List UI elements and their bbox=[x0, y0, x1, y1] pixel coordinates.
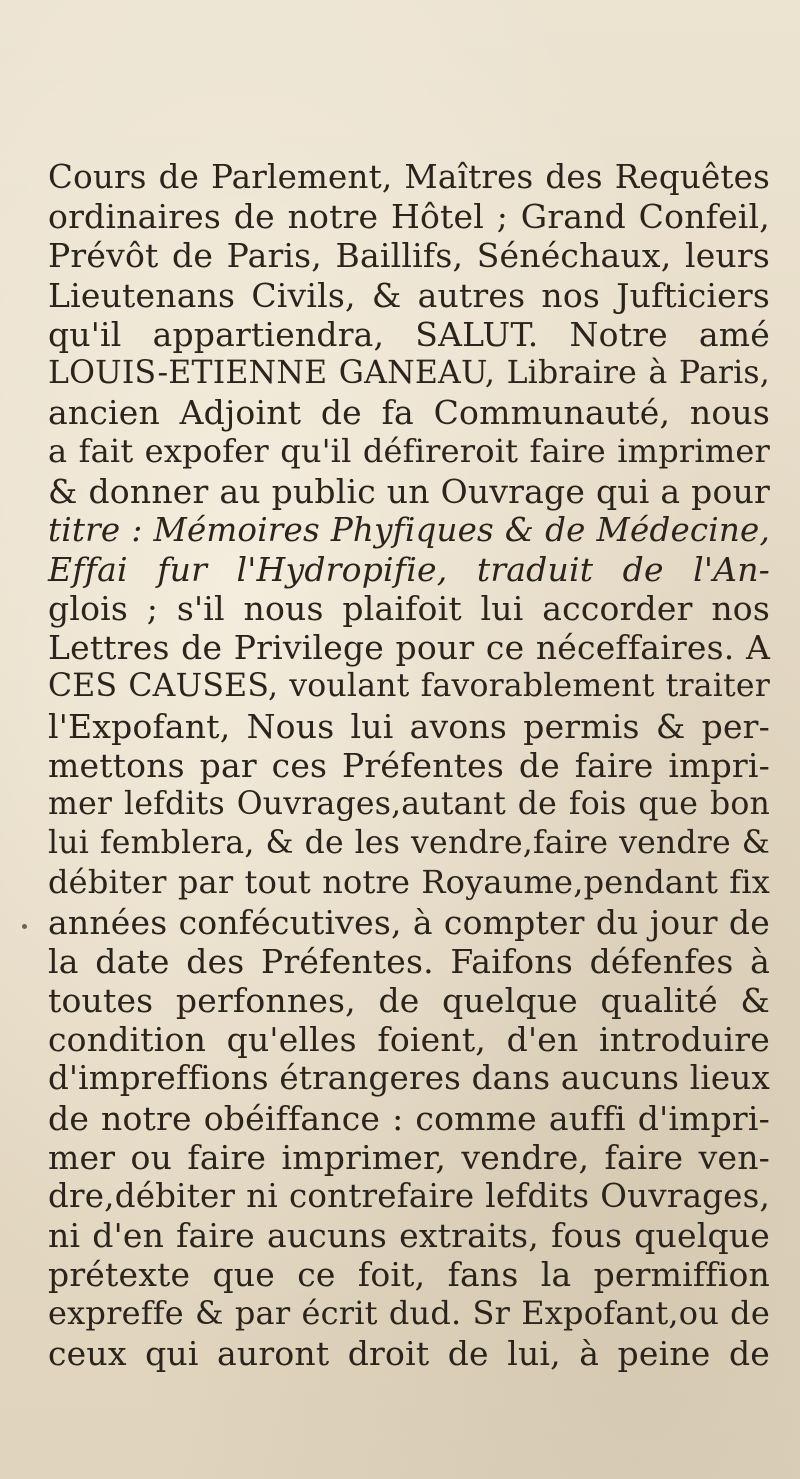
text-line: ordinaires de notre Hôtel ; Grand Confeil, bbox=[48, 197, 770, 237]
text-line: ancien Adjoint de fa Communauté, nous bbox=[48, 393, 770, 433]
body-text bbox=[48, 158, 770, 1373]
text-line: la date des Préfentes. Faifons défenfes à bbox=[48, 941, 770, 981]
text-line: lui femblera, & de les vendre,faire vendre & bbox=[48, 825, 770, 862]
text-line: d'impreffions étrangeres dans aucuns lieux bbox=[48, 1059, 770, 1098]
text-line: Lettres de Privilege pour ce néceffaires. A bbox=[48, 628, 770, 668]
text-line: mettons par ces Préfentes de faire impri- bbox=[48, 745, 770, 785]
text-line: ni d'en faire aucuns extraits, fous quelque bbox=[48, 1216, 770, 1256]
text-line: prétexte que ce foit, fans la permiffion bbox=[48, 1255, 770, 1295]
margin-dot bbox=[22, 924, 27, 929]
text-line-title: Effai fur l'Hydropifie, traduit de l'An- bbox=[48, 549, 770, 589]
text-line: glois ; s'il nous plaifoit lui accorder nos bbox=[48, 589, 770, 629]
text-line: ceux qui auront droit de lui, à peine de bbox=[48, 1333, 770, 1373]
text-line: années confécutives, à compter du jour de bbox=[48, 902, 770, 942]
text-line: condition qu'elles foient, d'en introduire bbox=[48, 1020, 770, 1060]
text-line: LOUIS-ETIENNE GANEAU, Libraire à Paris, bbox=[48, 354, 770, 391]
text-line: Prévôt de Paris, Baillifs, Sénéchaux, leurs bbox=[48, 236, 770, 276]
text-line: mer ou faire imprimer, vendre, faire ven- bbox=[48, 1137, 770, 1177]
text-line: & donner au public un Ouvrage qui a pour bbox=[48, 471, 770, 511]
text-line: débiter par tout notre Royaume,pendant fix bbox=[48, 863, 770, 902]
text-line: toutes perfonnes, de quelque qualité & bbox=[48, 980, 770, 1020]
text-line: Lieutenans Civils, & autres nos Jufticiers bbox=[48, 275, 770, 315]
text-line: l'Expofant, Nous lui avons permis & per- bbox=[48, 706, 770, 746]
text-line: qu'il appartiendra, SALUT. Notre amé bbox=[48, 314, 770, 354]
text-line: expreffe & par écrit dud. Sr Expofant,ou de bbox=[48, 1294, 770, 1333]
text-line: dre,débiter ni contrefaire lefdits Ouvrages, bbox=[48, 1176, 770, 1215]
text-line: Cours de Parlement, Maîtres des Requêtes bbox=[48, 158, 770, 196]
text-line: a fait expofer qu'il défireroit faire imprimer bbox=[48, 432, 770, 471]
text-line: mer lefdits Ouvrages,autant de fois que bon bbox=[48, 786, 770, 822]
text-line: CES CAUSES, voulant favorablement traiter bbox=[48, 668, 770, 705]
text-line: de notre obéiffance : comme auffi d'impri- bbox=[48, 1098, 770, 1138]
text-line-title: titre : Mémoires Phyfiques & de Médecine, bbox=[48, 510, 770, 549]
